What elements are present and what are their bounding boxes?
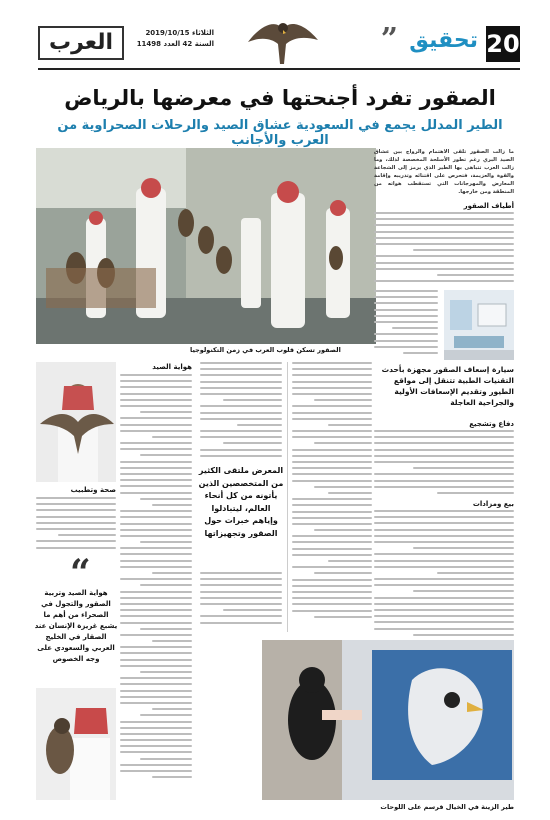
issue-line: السنة 42 العدد 11498	[136, 40, 214, 48]
body-text-mid-2-bottom	[200, 572, 282, 634]
side-box-heading: سيارة إسعاف الصقور مجهزة بأحدث التقنيات الطبية تتنقل إلى مواقع الطيور وتقديم الإسعافات الأولية والجراحية العاجلة	[381, 365, 514, 407]
quote-mark-icon: “	[70, 552, 91, 594]
page-header	[38, 20, 520, 70]
subhead-fourth: صحة وتطبيب	[70, 486, 116, 494]
subhead-third: بيع ومزادات	[472, 500, 514, 508]
body-text-left-1	[36, 497, 116, 553]
clinic-photo	[444, 290, 514, 360]
article-lead: ما زالت الصقور تلقى الاهتمام والرواج بين عشاق الصيد البري رغم تطور الأسلحة المخصصة لذلك، وما زالت العرب تتباهى بها الطير الذي يرمز إلى الشجاعة والقوة والعزيمة، فتحرص على اقتنائه وتدريبه وإقامة المعارض والمهرجانات التي تستقطب هواته من المنطقة ومن خارجها.	[374, 149, 514, 195]
body-text-right-mid	[374, 290, 438, 360]
newspaper-logo: العرب	[38, 26, 124, 60]
subhead-fifth: هواية الصيد	[152, 363, 192, 371]
section-name: تحقيق	[409, 28, 478, 53]
exhibition-scene	[36, 148, 376, 344]
section-number: 20	[486, 26, 520, 62]
body-text-right-bottom	[374, 510, 514, 660]
main-photo-caption: الصقور تسكن قلوب العرب في زمن التكنولوجيا	[190, 346, 341, 354]
body-text-right-top	[374, 212, 514, 288]
main-photo	[36, 148, 376, 344]
pull-quote-center: المعرض ملتقى الكثير من المتخصصين الذين يأتونه من كل أنحاء العالم، ليتبادلوا وإياهم خبرات حول الصقور وتجهيزاتها	[198, 466, 284, 538]
column-divider	[287, 362, 288, 632]
date-line: الثلاثاء 2019/10/15	[145, 29, 214, 37]
body-text-mid-1	[292, 362, 372, 632]
falconer-photo	[36, 362, 116, 482]
body-text-mid-3	[120, 374, 192, 800]
painting-scene	[262, 640, 514, 800]
boy-falcon-photo	[36, 688, 116, 800]
clinic-scene	[444, 290, 514, 360]
painting-photo-caption: طير الزينة في الخيال قرسم على اللوحات	[380, 803, 514, 811]
article-title: الصقور تفرد أجنحتها في معرضها بالرياض	[64, 86, 496, 110]
falcon-header-icon	[238, 12, 328, 68]
boy-falcon-scene	[36, 688, 116, 800]
quote-icon: ”	[380, 22, 398, 57]
subhead-second: دفاع وتشجيع	[469, 420, 514, 428]
date-block	[128, 28, 214, 50]
falconer-scene	[36, 362, 116, 482]
body-text-mid-2-top	[200, 362, 282, 462]
painting-photo	[262, 640, 514, 800]
body-text-right-lower	[374, 430, 514, 500]
subhead-first: أطياف الصقور	[463, 202, 514, 210]
article-subtitle: الطير المدلل يجمع في السعودية عشاق الصيد والرحلات الصحراوية من العرب والأجانب	[57, 118, 503, 148]
pull-quote-left: هواية الصيد وتربية الصقور والتجول في الصحراء من أهم ما يشبع غريزة الإنسان عند الصقار في الخليج العربي والسعودي على وجه الخصوص	[34, 589, 118, 663]
